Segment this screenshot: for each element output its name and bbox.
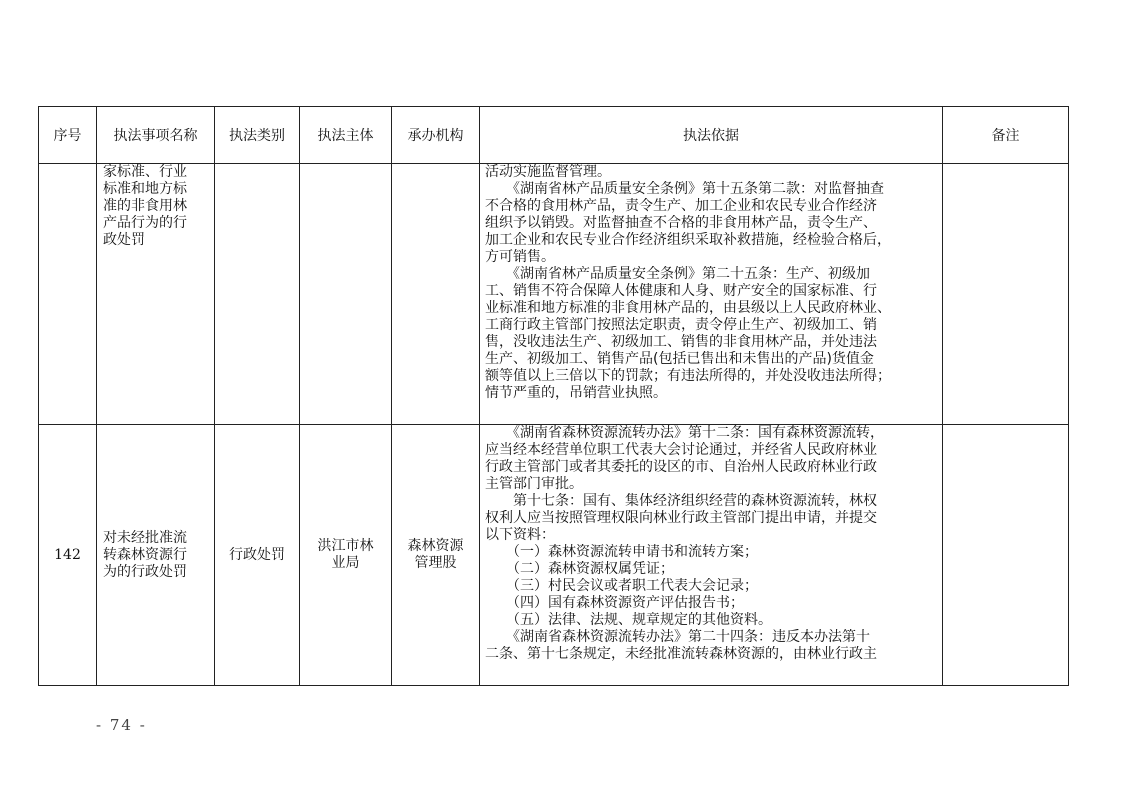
table-row xyxy=(39,425,1069,686)
category-cell xyxy=(215,164,300,425)
header-seq: 序号 xyxy=(39,107,97,164)
basis-line: 二条、第十七条规定，未经批准流转森林资源的，由林业行政主 xyxy=(485,646,877,662)
subject-cell xyxy=(300,425,392,686)
basis-line: 应当经本经营单位职工代表大会讨论通过，并经省人民政府林业 xyxy=(485,442,877,458)
basis-line: 主管部门审批。 xyxy=(485,476,583,492)
organization-line: 管理股 xyxy=(414,555,457,571)
subject-line: 业局 xyxy=(331,555,360,571)
basis-line: 《湖南省林产品质量安全条例》第十五条第二款：对监督抽查 xyxy=(485,181,884,197)
basis-cell xyxy=(480,164,943,425)
basis-line: 《湖南省森林资源流转办法》第二十四条：违反本办法第十 xyxy=(485,629,870,645)
subject-cell xyxy=(300,164,392,425)
basis-line: 第十七条：国有、集体经济组织经营的森林资源流转，林权 xyxy=(485,493,877,509)
table-row xyxy=(39,164,1069,425)
basis-line: 业标准和地方标准的非食用林产品的，由县级以上人民政府林业、 xyxy=(485,300,891,316)
item-name-cell xyxy=(97,425,215,686)
basis-cell xyxy=(480,425,943,686)
basis-line: （四）国有森林资源资产评估报告书； xyxy=(485,595,744,611)
subject-line: 洪江市林 xyxy=(317,538,374,554)
enforcement-table xyxy=(38,106,1069,686)
category-cell: 行政处罚 xyxy=(215,425,300,686)
basis-line: 活动实施监督管理。 xyxy=(485,164,611,180)
basis-line: 工商行政主管部门按照法定职责，责令停止生产、初级加工、销 xyxy=(485,317,877,333)
basis-line: 工、销售不符合保障人体健康和人身、财产安全的国家标准、行 xyxy=(485,283,877,299)
basis-line: 额等值以上三倍以下的罚款；有违法所得的，并处没收违法所得； xyxy=(485,368,891,384)
seq-cell: 142 xyxy=(39,425,97,686)
basis-line: 不合格的食用林产品，责令生产、加工企业和农民专业合作经济 xyxy=(485,198,877,214)
basis-line: 《湖南省森林资源流转办法》第十二条：国有森林资源流转， xyxy=(485,425,884,441)
item-name-line: 家标准、行业 xyxy=(103,164,187,180)
item-name-line: 对未经批准流 xyxy=(103,529,187,546)
basis-line: 情节严重的，吊销营业执照。 xyxy=(485,385,667,401)
organization-cell xyxy=(392,164,480,425)
basis-line: 生产、初级加工、销售产品(包括已售出和未售出的产品)货值金 xyxy=(485,351,874,367)
header-organization: 承办机构 xyxy=(392,107,480,164)
header-item-name: 执法事项名称 xyxy=(97,107,215,164)
page-number: - 74 - xyxy=(96,716,147,734)
basis-line: （三）村民会议或者职工代表大会记录； xyxy=(485,578,758,594)
basis-line: 权利人应当按照管理权限向林业行政主管部门提出申请，并提交 xyxy=(485,510,877,526)
remark-cell xyxy=(943,425,1069,686)
item-name-line: 转森林资源行 xyxy=(103,546,187,563)
item-name-line: 标准和地方标 xyxy=(103,181,187,197)
basis-line: 以下资料： xyxy=(485,527,555,543)
header-basis: 执法依据 xyxy=(480,107,943,164)
header-remark: 备注 xyxy=(943,107,1069,164)
remark-cell xyxy=(943,164,1069,425)
basis-line: 售，没收违法生产、初级加工、销售的非食用林产品，并处违法 xyxy=(485,334,877,350)
header-subject: 执法主体 xyxy=(300,107,392,164)
basis-line: （五）法律、法规、规章规定的其他资料。 xyxy=(485,612,772,628)
item-name-line: 准的非食用林 xyxy=(103,198,187,214)
header-row xyxy=(39,107,1069,164)
item-name-line: 产品行为的行 xyxy=(103,215,187,231)
item-name-line: 为的行政处罚 xyxy=(103,563,187,580)
basis-line: 方可销售。 xyxy=(485,249,555,265)
basis-line: （一）森林资源流转申请书和流转方案； xyxy=(485,544,758,560)
header-category: 执法类别 xyxy=(215,107,300,164)
item-name-line: 政处罚 xyxy=(103,232,145,248)
seq-cell xyxy=(39,164,97,425)
basis-line: 行政主管部门或者其委托的设区的市、自治州人民政府林业行政 xyxy=(485,459,877,475)
organization-cell xyxy=(392,425,480,686)
basis-line: （二）森林资源权属凭证； xyxy=(485,561,674,577)
basis-line: 组织予以销毁。对监督抽查不合格的非食用林产品，责令生产、 xyxy=(485,215,877,231)
basis-line: 《湖南省林产品质量安全条例》第二十五条：生产、初级加 xyxy=(485,266,870,282)
organization-line: 森林资源 xyxy=(407,538,464,554)
basis-line: 加工企业和农民专业合作经济组织采取补救措施，经检验合格后， xyxy=(485,232,891,248)
item-name-cell xyxy=(97,164,215,425)
